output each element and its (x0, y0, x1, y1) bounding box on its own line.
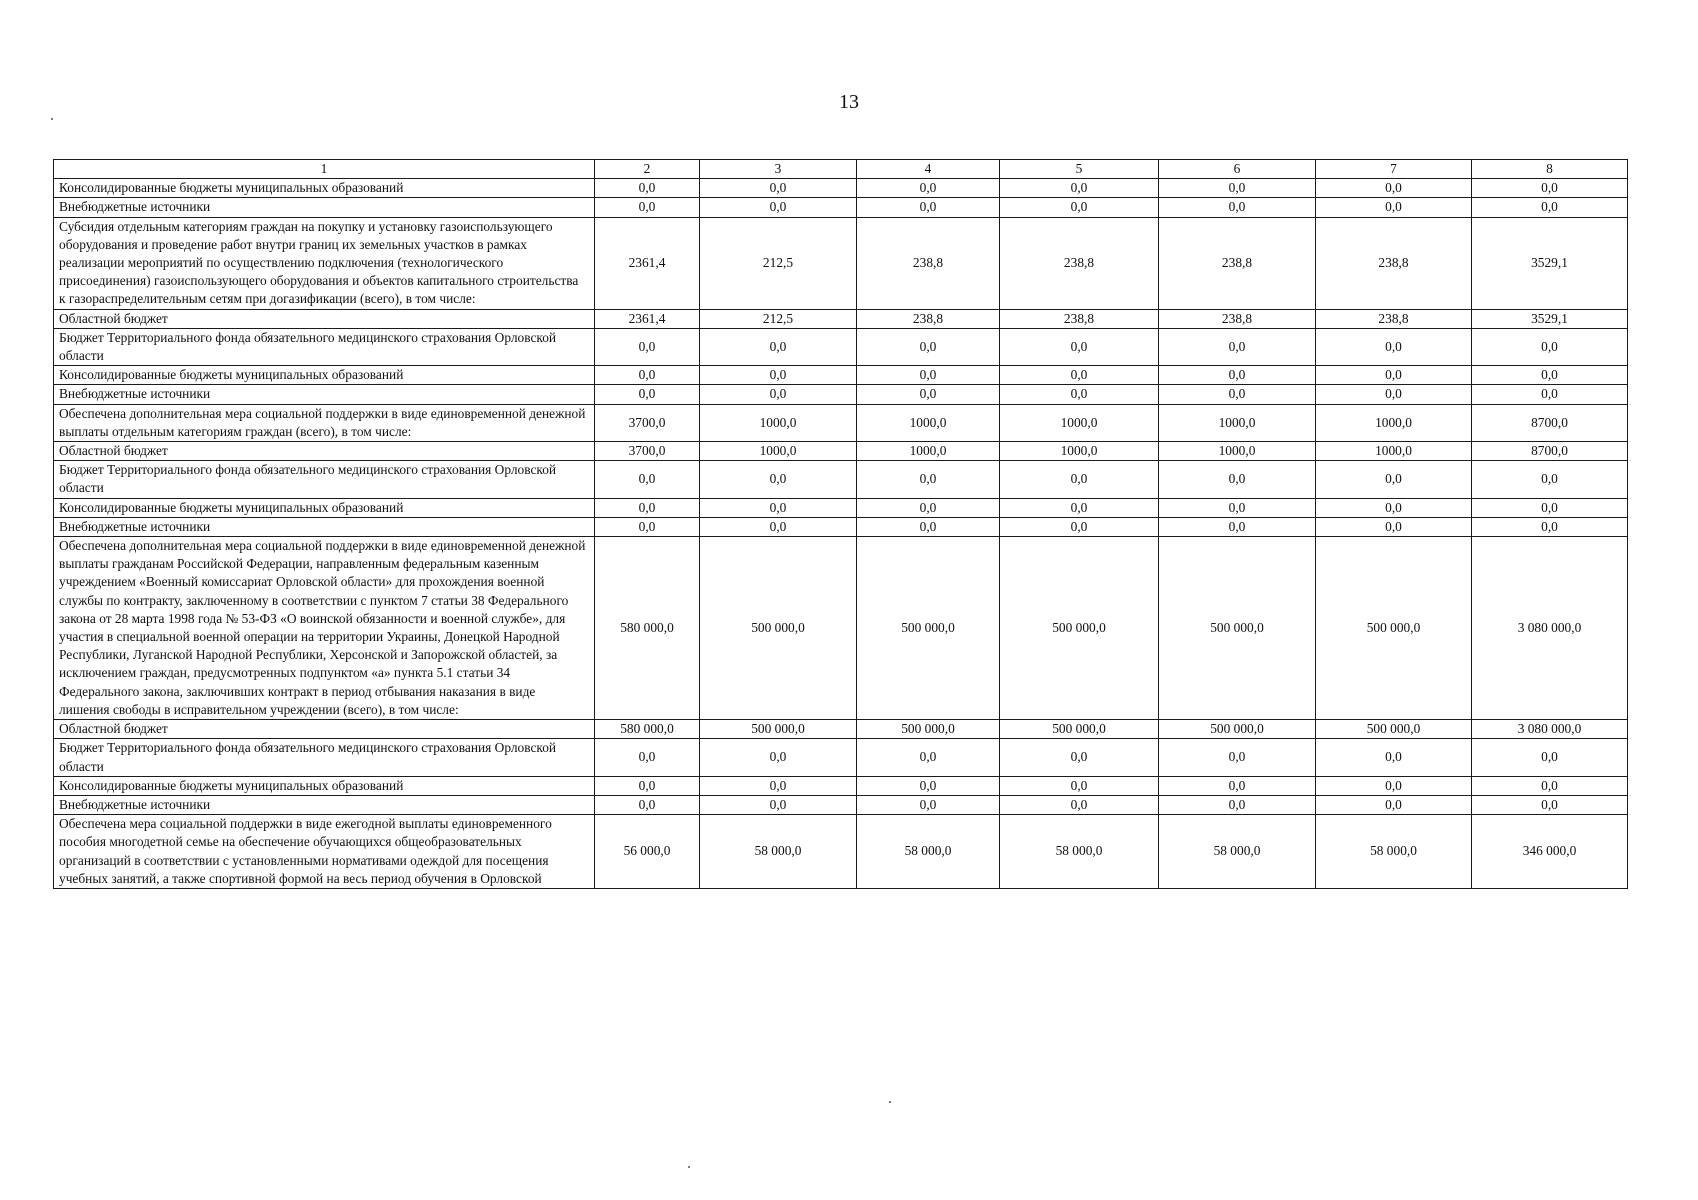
row-label: Внебюджетные источники (54, 385, 595, 404)
row-label: Консолидированные бюджеты муниципальных образований (54, 366, 595, 385)
column-header: 2 (595, 160, 700, 179)
row-label: Областной бюджет (54, 309, 595, 328)
table-row (54, 385, 1628, 404)
row-value: 0,0 (700, 517, 857, 536)
row-value: 0,0 (1000, 517, 1159, 536)
row-value: 0,0 (1000, 461, 1159, 498)
row-label: Обеспечена дополнительная мера социальной поддержки в виде единовременной денежной выплаты гражданам Российской Федерации, направленным федеральным казенным учреждением «Военный комиссариат Орловской области» для прохождения военной службы по контракту, заключенному в соответствии с пунктом 7 статьи 38 Федерального закона от 28 марта 1998 года № 53-ФЗ «О воинской обязанности и военной службе», для участия в специальной военной операции на территории Украины, Донецкой Народной Республики, Луганской Народной Республики, Херсонской и Запорожской областей, за исключением граждан, предусмотренных подпунктом «а» пункта 5.1 статьи 34 Федерального закона, заключивших контракт в период отбывания наказания в виде лишения свободы в исправительном учреждении (всего), в том числе: (54, 537, 595, 720)
table-row (54, 795, 1628, 814)
row-label: Консолидированные бюджеты муниципальных образований (54, 498, 595, 517)
row-label: Внебюджетные источники (54, 795, 595, 814)
scan-speck (688, 1166, 690, 1168)
row-value: 238,8 (857, 217, 1000, 309)
row-value: 0,0 (857, 739, 1000, 776)
row-value: 0,0 (1316, 498, 1472, 517)
row-value: 500 000,0 (1316, 537, 1472, 720)
row-value: 0,0 (1472, 179, 1628, 198)
row-value: 58 000,0 (700, 815, 857, 889)
row-value: 238,8 (1159, 217, 1316, 309)
table-row (54, 739, 1628, 776)
row-value: 0,0 (700, 795, 857, 814)
column-header: 7 (1316, 160, 1472, 179)
row-value: 580 000,0 (595, 537, 700, 720)
column-header: 8 (1472, 160, 1628, 179)
table-row (54, 179, 1628, 198)
table-row (54, 198, 1628, 217)
row-value: 346 000,0 (1472, 815, 1628, 889)
table-row (54, 442, 1628, 461)
row-value: 1000,0 (857, 442, 1000, 461)
row-value: 0,0 (1159, 795, 1316, 814)
table-row (54, 776, 1628, 795)
row-label: Обеспечена мера социальной поддержки в виде ежегодной выплаты единовременного пособия многодетной семье на обеспечение обучающихся общеобразовательных организаций в соответствии с установленными нормативами одеждой для посещения учебных занятий, а также спортивной формой на весь период обучения в Орловской (54, 815, 595, 889)
row-value: 2361,4 (595, 309, 700, 328)
table-row (54, 309, 1628, 328)
row-value: 0,0 (595, 198, 700, 217)
row-value: 0,0 (1472, 498, 1628, 517)
row-value: 0,0 (1472, 198, 1628, 217)
row-value: 0,0 (595, 517, 700, 536)
row-value: 500 000,0 (1000, 720, 1159, 739)
row-value: 0,0 (857, 328, 1000, 365)
row-value: 1000,0 (1316, 442, 1472, 461)
row-value: 0,0 (1472, 385, 1628, 404)
row-value: 8700,0 (1472, 404, 1628, 441)
row-value: 0,0 (1000, 179, 1159, 198)
row-value: 0,0 (595, 795, 700, 814)
table-row (54, 815, 1628, 889)
row-label: Обеспечена дополнительная мера социальной поддержки в виде единовременной денежной выплаты отдельным категориям граждан (всего), в том числе: (54, 404, 595, 441)
row-value: 3529,1 (1472, 217, 1628, 309)
row-value: 0,0 (595, 179, 700, 198)
row-value: 238,8 (1159, 309, 1316, 328)
row-value: 500 000,0 (700, 720, 857, 739)
column-header: 5 (1000, 160, 1159, 179)
table-row (54, 328, 1628, 365)
row-value: 1000,0 (700, 442, 857, 461)
row-value: 0,0 (595, 776, 700, 795)
row-value: 238,8 (1316, 309, 1472, 328)
row-label: Консолидированные бюджеты муниципальных образований (54, 776, 595, 795)
row-value: 500 000,0 (1159, 537, 1316, 720)
row-value: 0,0 (700, 179, 857, 198)
row-value: 0,0 (857, 776, 1000, 795)
row-label: Консолидированные бюджеты муниципальных образований (54, 179, 595, 198)
row-value: 0,0 (1472, 328, 1628, 365)
row-value: 0,0 (595, 366, 700, 385)
row-value: 0,0 (1472, 795, 1628, 814)
row-value: 1000,0 (1159, 404, 1316, 441)
table-row (54, 404, 1628, 441)
row-value: 0,0 (700, 739, 857, 776)
row-value: 0,0 (1316, 179, 1472, 198)
row-value: 0,0 (857, 385, 1000, 404)
row-value: 58 000,0 (857, 815, 1000, 889)
column-header: 3 (700, 160, 857, 179)
row-value: 0,0 (700, 776, 857, 795)
budget-table (53, 159, 1628, 889)
row-value: 0,0 (1000, 776, 1159, 795)
row-value: 500 000,0 (1159, 720, 1316, 739)
row-label: Внебюджетные источники (54, 198, 595, 217)
row-value: 0,0 (1316, 776, 1472, 795)
row-value: 238,8 (857, 309, 1000, 328)
row-value: 0,0 (1000, 328, 1159, 365)
row-value: 3 080 000,0 (1472, 537, 1628, 720)
row-value: 0,0 (700, 328, 857, 365)
table-row (54, 537, 1628, 720)
row-value: 238,8 (1316, 217, 1472, 309)
table-header-row (54, 160, 1628, 179)
row-value: 1000,0 (857, 404, 1000, 441)
row-value: 0,0 (700, 461, 857, 498)
row-value: 0,0 (700, 385, 857, 404)
row-value: 0,0 (595, 385, 700, 404)
row-value: 0,0 (1000, 385, 1159, 404)
row-value: 0,0 (1316, 385, 1472, 404)
row-label: Бюджет Территориального фонда обязательного медицинского страхования Орловской области (54, 328, 595, 365)
row-value: 1000,0 (1316, 404, 1472, 441)
row-value: 0,0 (1472, 366, 1628, 385)
row-value: 0,0 (857, 179, 1000, 198)
row-value: 0,0 (595, 328, 700, 365)
row-value: 3700,0 (595, 404, 700, 441)
table-body (54, 160, 1628, 889)
row-value: 0,0 (1316, 795, 1472, 814)
row-value: 0,0 (1000, 795, 1159, 814)
row-value: 8700,0 (1472, 442, 1628, 461)
row-label: Субсидия отдельным категориям граждан на покупку и установку газоиспользующего оборудования и проведение работ внутри границ их земельных участков в рамках реализации мероприятий по осуществлению подключения (технологического присоединения) газоиспользующего оборудования и объектов капитального строительства к газораспределительным сетям при догазификации (всего), в том числе: (54, 217, 595, 309)
row-label: Бюджет Территориального фонда обязательного медицинского страхования Орловской области (54, 461, 595, 498)
row-value: 1000,0 (1159, 442, 1316, 461)
row-value: 0,0 (857, 461, 1000, 498)
row-value: 500 000,0 (857, 720, 1000, 739)
row-value: 3529,1 (1472, 309, 1628, 328)
row-value: 0,0 (595, 461, 700, 498)
row-value: 238,8 (1000, 309, 1159, 328)
page-number: 13 (839, 91, 859, 113)
row-value: 212,5 (700, 217, 857, 309)
row-value: 212,5 (700, 309, 857, 328)
table-row (54, 720, 1628, 739)
row-value: 1000,0 (700, 404, 857, 441)
row-value: 0,0 (1159, 461, 1316, 498)
row-value: 0,0 (1159, 328, 1316, 365)
row-value: 0,0 (1316, 328, 1472, 365)
table-row (54, 217, 1628, 309)
row-value: 0,0 (1159, 776, 1316, 795)
row-value: 0,0 (1472, 776, 1628, 795)
row-value: 0,0 (1000, 739, 1159, 776)
row-value: 0,0 (1000, 366, 1159, 385)
row-value: 0,0 (1159, 179, 1316, 198)
row-value: 58 000,0 (1316, 815, 1472, 889)
table-row (54, 461, 1628, 498)
row-value: 0,0 (1159, 517, 1316, 536)
row-value: 0,0 (1472, 461, 1628, 498)
row-value: 0,0 (857, 795, 1000, 814)
row-value: 580 000,0 (595, 720, 700, 739)
row-value: 1000,0 (1000, 442, 1159, 461)
row-value: 500 000,0 (700, 537, 857, 720)
column-header: 6 (1159, 160, 1316, 179)
row-value: 0,0 (1316, 198, 1472, 217)
row-value: 0,0 (1000, 198, 1159, 217)
row-value: 500 000,0 (1316, 720, 1472, 739)
row-value: 500 000,0 (1000, 537, 1159, 720)
row-value: 0,0 (1159, 366, 1316, 385)
scan-speck (51, 118, 53, 120)
row-value: 0,0 (1472, 517, 1628, 536)
row-value: 0,0 (857, 498, 1000, 517)
row-value: 0,0 (1159, 198, 1316, 217)
row-label: Бюджет Территориального фонда обязательного медицинского страхования Орловской области (54, 739, 595, 776)
table-row (54, 366, 1628, 385)
row-value: 1000,0 (1000, 404, 1159, 441)
row-value: 0,0 (1316, 517, 1472, 536)
scan-speck (889, 1101, 891, 1103)
row-label: Областной бюджет (54, 720, 595, 739)
row-value: 0,0 (857, 366, 1000, 385)
row-value: 58 000,0 (1000, 815, 1159, 889)
row-value: 3700,0 (595, 442, 700, 461)
row-value: 2361,4 (595, 217, 700, 309)
row-value: 0,0 (595, 498, 700, 517)
row-value: 0,0 (857, 198, 1000, 217)
row-value: 0,0 (700, 198, 857, 217)
row-value: 0,0 (1159, 385, 1316, 404)
row-value: 238,8 (1000, 217, 1159, 309)
row-value: 0,0 (1316, 461, 1472, 498)
row-label: Областной бюджет (54, 442, 595, 461)
row-value: 0,0 (857, 517, 1000, 536)
table-row (54, 498, 1628, 517)
row-value: 3 080 000,0 (1472, 720, 1628, 739)
row-value: 0,0 (1316, 366, 1472, 385)
row-value: 500 000,0 (857, 537, 1000, 720)
row-value: 0,0 (700, 366, 857, 385)
row-value: 58 000,0 (1159, 815, 1316, 889)
row-value: 0,0 (1000, 498, 1159, 517)
row-value: 0,0 (700, 498, 857, 517)
table-row (54, 517, 1628, 536)
row-value: 0,0 (1472, 739, 1628, 776)
row-value: 0,0 (1159, 739, 1316, 776)
row-value: 0,0 (595, 739, 700, 776)
row-value: 56 000,0 (595, 815, 700, 889)
row-label: Внебюджетные источники (54, 517, 595, 536)
row-value: 0,0 (1159, 498, 1316, 517)
row-value: 0,0 (1316, 739, 1472, 776)
column-header: 1 (54, 160, 595, 179)
column-header: 4 (857, 160, 1000, 179)
